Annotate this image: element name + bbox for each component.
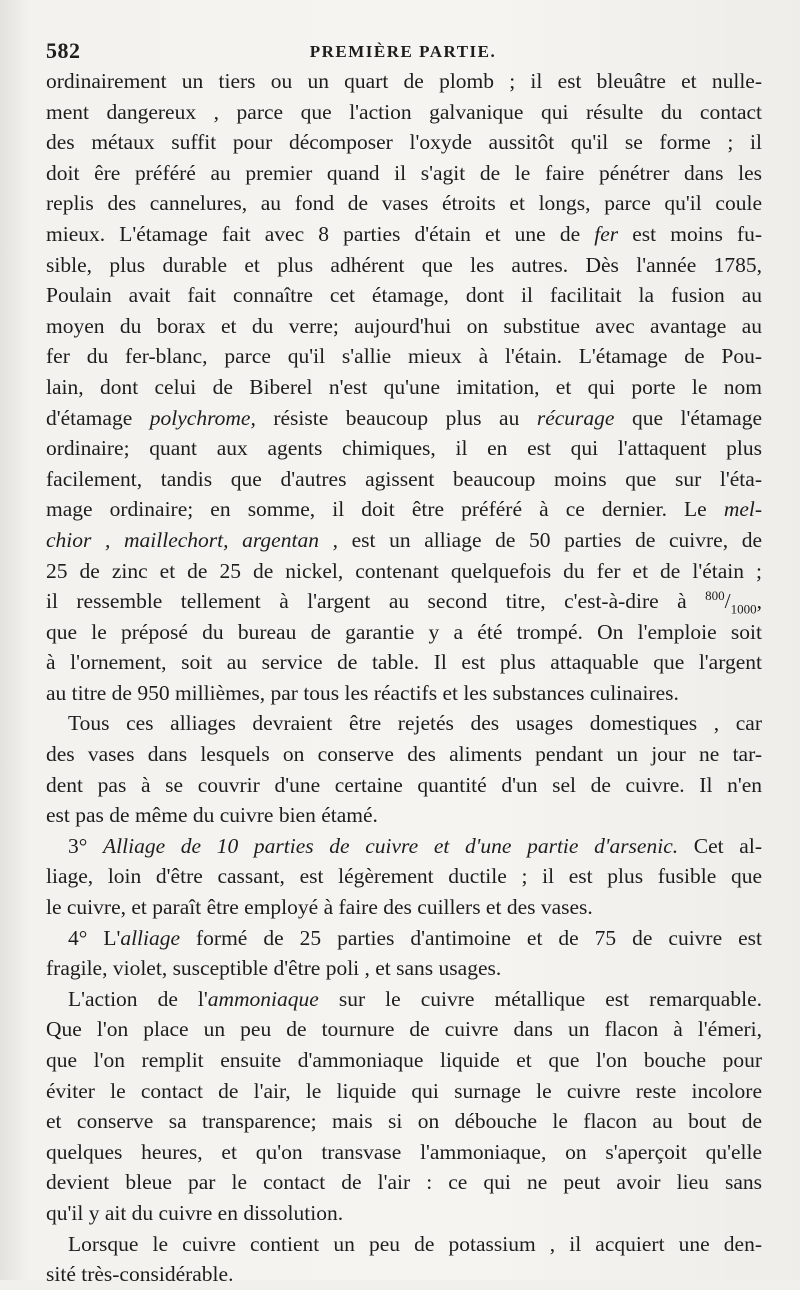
- text-line: [46, 525, 762, 556]
- text-segment: mieux. L'étamage fait avec 8 parties d'étain et une de: [46, 221, 581, 246]
- text-segment: il ressemble tellement à l'argent au second titre, c'est-à-dire à: [46, 589, 687, 614]
- text-line: ordinairement un tiers ou un quart de plomb ; il est bleuâtre et nulle-: [46, 69, 762, 93]
- italic-term: ammoniaque: [207, 986, 319, 1011]
- text-line: éviter le contact de l'air, le liquide qui surnage le cuivre reste incolore: [46, 1078, 762, 1103]
- italic-term: mel-: [723, 497, 763, 522]
- italic-term: chior , maillechort, argentan ,: [46, 527, 338, 552]
- text-line: devient bleue par le contact de l'air : ce qui ne peut avoir lieu sans: [46, 1170, 762, 1195]
- text-line: lain, dont celui de Biberel n'est qu'une imitation, et qui porte le nom: [46, 374, 762, 399]
- fraction-denominator: 1000: [730, 601, 757, 617]
- text-segment: L'action de l': [68, 986, 208, 1011]
- text-segment: résiste beaucoup plus au: [255, 405, 537, 430]
- text-segment: est un alliage de 50 parties de cuivre, de: [337, 527, 762, 552]
- text-line: Poulain avait fait connaître cet étamage, dont il facilitait la fusion au: [46, 283, 762, 308]
- fraction-numerator: 800: [705, 587, 725, 603]
- text-line: à l'ornement, soit au service de table. Il est plus attaquable que l'argent: [46, 650, 762, 675]
- text-segment: que l'étamage: [614, 405, 762, 430]
- italic-term: polychrome,: [149, 405, 256, 430]
- text-line: que le préposé du bureau de garantie y a été trompé. On l'emploie soit: [46, 619, 762, 644]
- italic-term: récurage: [536, 405, 615, 430]
- text-line: Que l'on place un peu de tournure de cuivre dans un flacon à l'émeri,: [46, 1017, 762, 1042]
- text-segment: ,: [756, 589, 762, 614]
- text-line: sible, plus durable et plus adhérent que les autres. Dès l'année 1785,: [46, 252, 762, 277]
- text-line: sité très-considérable.: [46, 1262, 234, 1287]
- text-line: des métaux suffit pour décomposer l'oxyde aussitôt qu'il se forme ; il: [46, 130, 762, 155]
- running-head: PREMIÈRE PARTIE.: [309, 42, 497, 61]
- text-segment: 4° L': [68, 925, 121, 950]
- text-segment: Cet al-: [678, 833, 762, 858]
- text-line: [46, 831, 762, 862]
- text-line: [46, 984, 762, 1015]
- text-line: [46, 923, 762, 954]
- text-line: liage, loin d'être cassant, est légèrement ductile ; il est plus fusible que: [46, 864, 762, 889]
- text-line: Lorsque le cuivre contient un peu de potassium , il acquiert une den-: [68, 1231, 762, 1256]
- text-line: des vases dans lesquels on conserve des aliments pendant un jour ne tar-: [46, 742, 762, 767]
- text-line: au titre de 950 millièmes, par tous les réactifs et les substances culinaires.: [46, 680, 679, 705]
- text-line: que l'on remplit ensuite d'ammoniaque liquide et que l'on bouche pour: [46, 1048, 762, 1072]
- text-segment: est moins fu-: [618, 221, 762, 246]
- text-line: et conserve sa transparence; mais si on débouche le flacon au bout de: [46, 1109, 762, 1134]
- text-segment: 3°: [68, 833, 104, 858]
- text-line: ordinaire; quant aux agents chimiques, il en est qui l'attaquent plus: [46, 436, 762, 461]
- text-line: [46, 403, 762, 434]
- text-line: ment dangereux , parce que l'action galvanique qui résulte du contact: [46, 99, 762, 124]
- text-line: 25 de zinc et de 25 de nickel, contenant quelquefois du fer et de l'étain ;: [46, 558, 762, 583]
- text-segment: sur le cuivre métallique est remarquable.: [318, 986, 762, 1011]
- text-line: fragile, violet, susceptible d'être poli , et sans usages.: [46, 956, 502, 981]
- text-line: replis des cannelures, au fond de vases étroits et longs, parce qu'il coule: [46, 191, 762, 216]
- text-line: dent pas à se couvrir d'une certaine quantité d'un sel de cuivre. Il n'en: [46, 772, 762, 797]
- text-line: [46, 219, 762, 250]
- text-line: doit êre préféré au premier quand il s'agit de le faire pénétrer dans les: [46, 160, 762, 185]
- text-line: le cuivre, et paraît être employé à faire des cuillers et des vases.: [46, 895, 593, 920]
- text-segment: formé de 25 parties d'antimoine et de 75 de cuivre est: [180, 925, 762, 950]
- body-text: [46, 66, 762, 1290]
- text-line: quelques heures, et qu'on transvase l'ammoniaque, on s'aperçoit qu'elle: [46, 1139, 762, 1164]
- page-number: 582: [46, 38, 81, 63]
- italic-term: alliage: [120, 925, 181, 950]
- italic-term: Alliage de 10 parties de cuivre et d'une partie d'arsenic.: [103, 833, 679, 858]
- text-segment: d'étamage: [46, 405, 133, 430]
- text-line: facilement, tandis que d'autres agissent beaucoup moins que sur l'éta-: [46, 466, 762, 491]
- text-line: moyen du borax et du verre; aujourd'hui on substitue avec avantage au: [46, 313, 762, 338]
- text-line: qu'il y ait du cuivre en dissolution.: [46, 1200, 344, 1225]
- text-line: [46, 494, 762, 525]
- text-segment: mage ordinaire; en somme, il doit être préféré à ce dernier. Le: [46, 497, 707, 522]
- text-line: est pas de même du cuivre bien étamé.: [46, 803, 378, 828]
- text-line: fer du fer-blanc, parce qu'il s'allie mieux à l'étain. L'étamage de Pou-: [46, 344, 762, 369]
- text-line: Tous ces alliages devraient être rejetés des usages domestiques , car: [68, 711, 762, 736]
- page-header: [46, 38, 760, 68]
- italic-term: fer: [594, 221, 619, 246]
- text-line: il ressemble tellement à l'argent au second titre, c'est-à-dire à $^{800}/_{1000}$,: [46, 587, 762, 617]
